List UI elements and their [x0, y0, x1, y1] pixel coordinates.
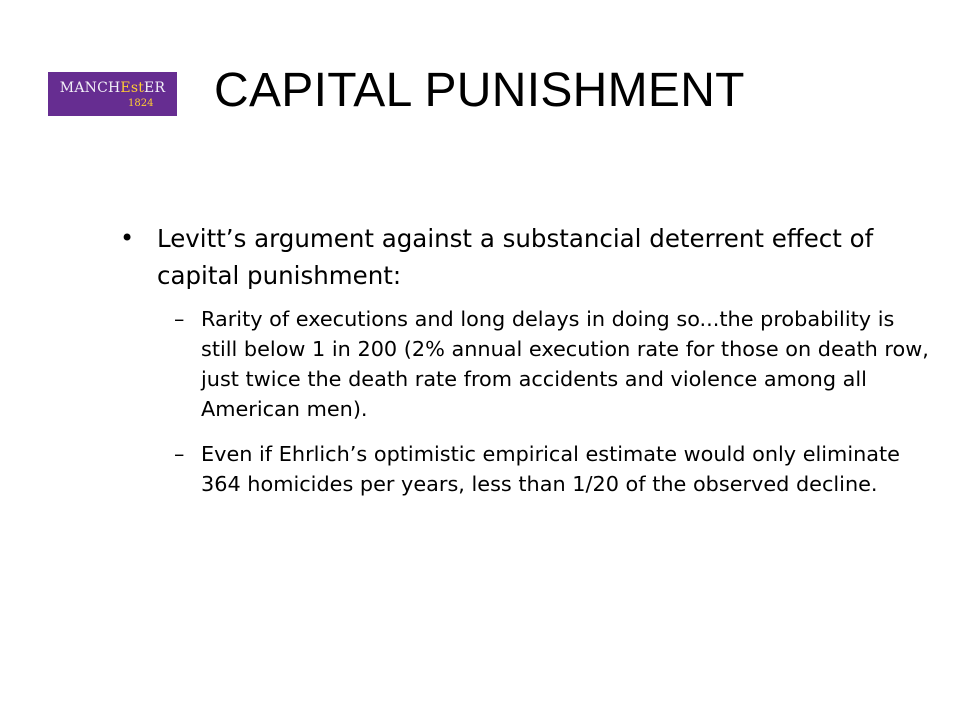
slide-title: CAPITAL PUNISHMENT: [214, 64, 745, 117]
sub-bullet-item: [120, 304, 932, 424]
logo-wordmark: [48, 80, 177, 96]
logo-word-part1: MANCH: [59, 80, 121, 96]
sub-bullet-text: Rarity of executions and long delays in doing so...the probability is still below 1 in 200 (2% annual execution rate for those on death row, just twice the death rate from accidents and violence among all American men).: [201, 307, 929, 421]
bullet-item: [120, 220, 932, 294]
sub-bullet-text: Even if Ehrlich’s optimistic empirical estimate would only eliminate 364 homicides per years, less than 1/20 of the observed decline.: [201, 442, 900, 496]
sub-bullet-marker: –: [174, 442, 185, 466]
university-logo: [48, 72, 177, 116]
slide-content: [120, 220, 932, 514]
bullet-text: Levitt’s argument against a substancial deterrent effect of capital punishment:: [157, 224, 874, 290]
sub-bullet-list: [120, 304, 932, 499]
sub-bullet-marker: –: [174, 307, 185, 331]
logo-word-part2: Est: [120, 80, 145, 96]
logo-word-part3: ER: [144, 80, 166, 96]
bullet-marker: •: [120, 224, 135, 252]
sub-bullet-item: [120, 439, 932, 499]
logo-year: 1824: [128, 98, 154, 109]
